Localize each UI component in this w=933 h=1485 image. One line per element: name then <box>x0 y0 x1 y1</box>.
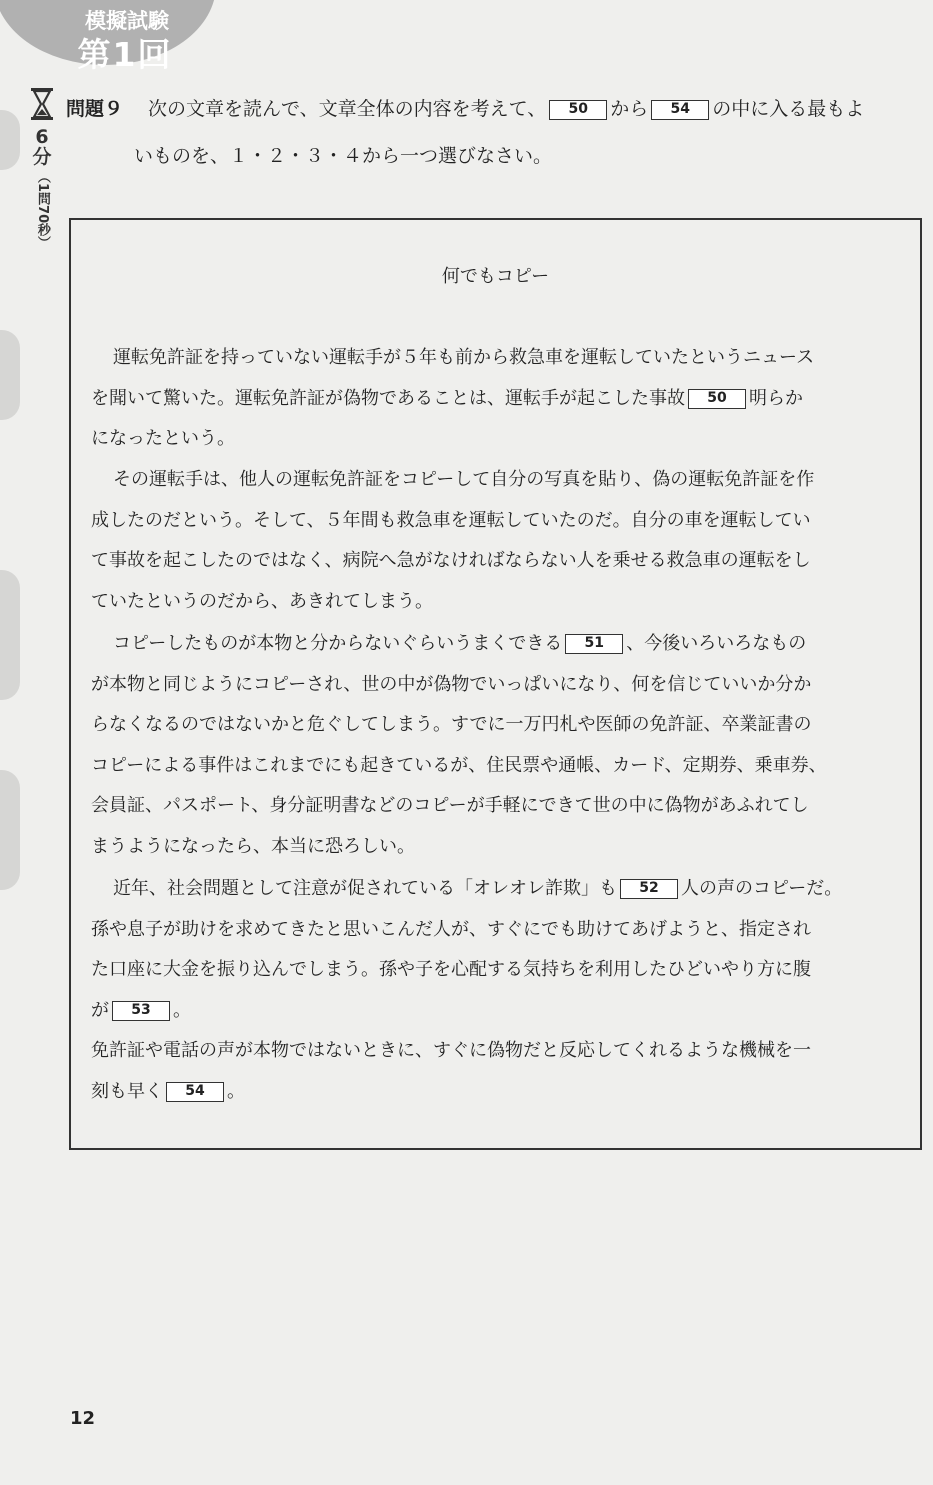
paragraph-4 <box>91 869 911 1031</box>
reading-passage <box>69 218 922 1150</box>
blank-box: 54 <box>166 1082 224 1102</box>
side-tab <box>0 570 20 700</box>
passage-text: らなくなるのではないかと危ぐしてしまう。すでに一万円札や医師の免許証、卒業証書の <box>91 714 812 735</box>
hourglass-icon <box>30 88 54 120</box>
time-minutes: 6分 <box>32 126 52 168</box>
passage-text: 。 <box>173 999 191 1021</box>
instruction-text: から <box>610 98 649 120</box>
passage-text: を聞いて驚いた。運転免許証が偽物であることは、運転手が起こした事故 <box>91 387 685 409</box>
passage-text: 、今後いろいろなもの <box>626 633 807 654</box>
passage-text: 近年、社会問題として注意が促されている「オレオレ詐欺」も <box>113 878 617 899</box>
passage-text: コピーしたものが本物と分からないぐらいうまくできる <box>113 633 563 654</box>
passage-text: コピーによる事件はこれまでにも起きているが、住民票や通帳、カード、定期券、乗車券、 <box>91 754 827 776</box>
time-note: （1問70秒） <box>34 169 50 250</box>
side-tab <box>0 770 20 890</box>
passage-text: 。 <box>227 1080 245 1102</box>
paragraph-5 <box>91 1031 911 1112</box>
passage-text: 刻も早く <box>91 1080 163 1102</box>
page-number: 12 <box>70 1408 96 1429</box>
passage-text: 免許証や電話の声が本物ではないときに、すぐに偽物だと反応してくれるような機械を一 <box>91 1040 811 1061</box>
instruction-text: 次の文章を読んで、文章全体の内容を考えて、 <box>148 98 547 120</box>
exam-round-label: 第1回 <box>77 35 173 74</box>
blank-box: 50 <box>688 389 746 409</box>
passage-text: た口座に大金を振り込んでしまう。孫や子を心配する気持ちを利用したひどいやり方に腹 <box>91 959 811 980</box>
passage-text: て事故を起こしたのではなく、病院へ急がなければならない人を乗せる救急車の運転をし <box>91 550 811 571</box>
paragraph-3 <box>91 624 911 867</box>
exam-badge-label: 模擬試験 <box>85 9 169 33</box>
question-instruction-line1 <box>148 94 864 121</box>
passage-text: 運転免許証を持っていない運転手が５年も前から救急車を運転していたというニュース <box>113 347 815 368</box>
passage-text: 成したのだという。そして、５年間も救急車を運転していたのだ。自分の車を運転してい <box>91 509 811 531</box>
side-tab <box>0 110 20 170</box>
question-number: 問題９ <box>66 98 124 120</box>
passage-text: になったという。 <box>91 428 235 449</box>
blank-box: 53 <box>112 1001 170 1021</box>
passage-text: 明らか <box>749 387 803 409</box>
blank-box: 52 <box>620 879 678 899</box>
time-limit <box>28 128 56 253</box>
blank-box: 51 <box>565 634 623 654</box>
passage-text: まうようになったら、本当に恐ろしい。 <box>91 835 415 857</box>
side-tab <box>0 330 20 420</box>
passage-text: その運転手は、他人の運転免許証をコピーして自分の写真を貼り、偽の運転免許証を作 <box>113 469 815 490</box>
passage-text: 人の声のコピーだ。 <box>681 878 843 899</box>
passage-text: が本物と同じようにコピーされ、世の中が偽物でいっぱいになり、何を信じていいか分か <box>91 673 812 695</box>
instruction-text: の中に入る最もよ <box>712 98 865 120</box>
question-instruction-line2: いものを、１・２・３・４から一つ選びなさい。 <box>134 145 553 167</box>
passage-text: ていたというのだから、あきれてしまう。 <box>91 590 433 612</box>
paragraph-1 <box>91 338 911 460</box>
blank-box: 54 <box>651 100 709 120</box>
passage-text: 孫や息子が助けを求めてきたと思いこんだ人が、すぐにでも助けてあげようと、指定され <box>91 918 811 940</box>
passage-text: 会員証、パスポート、身分証明書などのコピーが手軽にできて世の中に偽物があふれてし <box>91 795 809 816</box>
paragraph-2 <box>91 460 911 622</box>
blank-box: 50 <box>549 100 607 120</box>
passage-title: 何でもコピー <box>441 266 550 287</box>
passage-text: が <box>91 999 109 1021</box>
